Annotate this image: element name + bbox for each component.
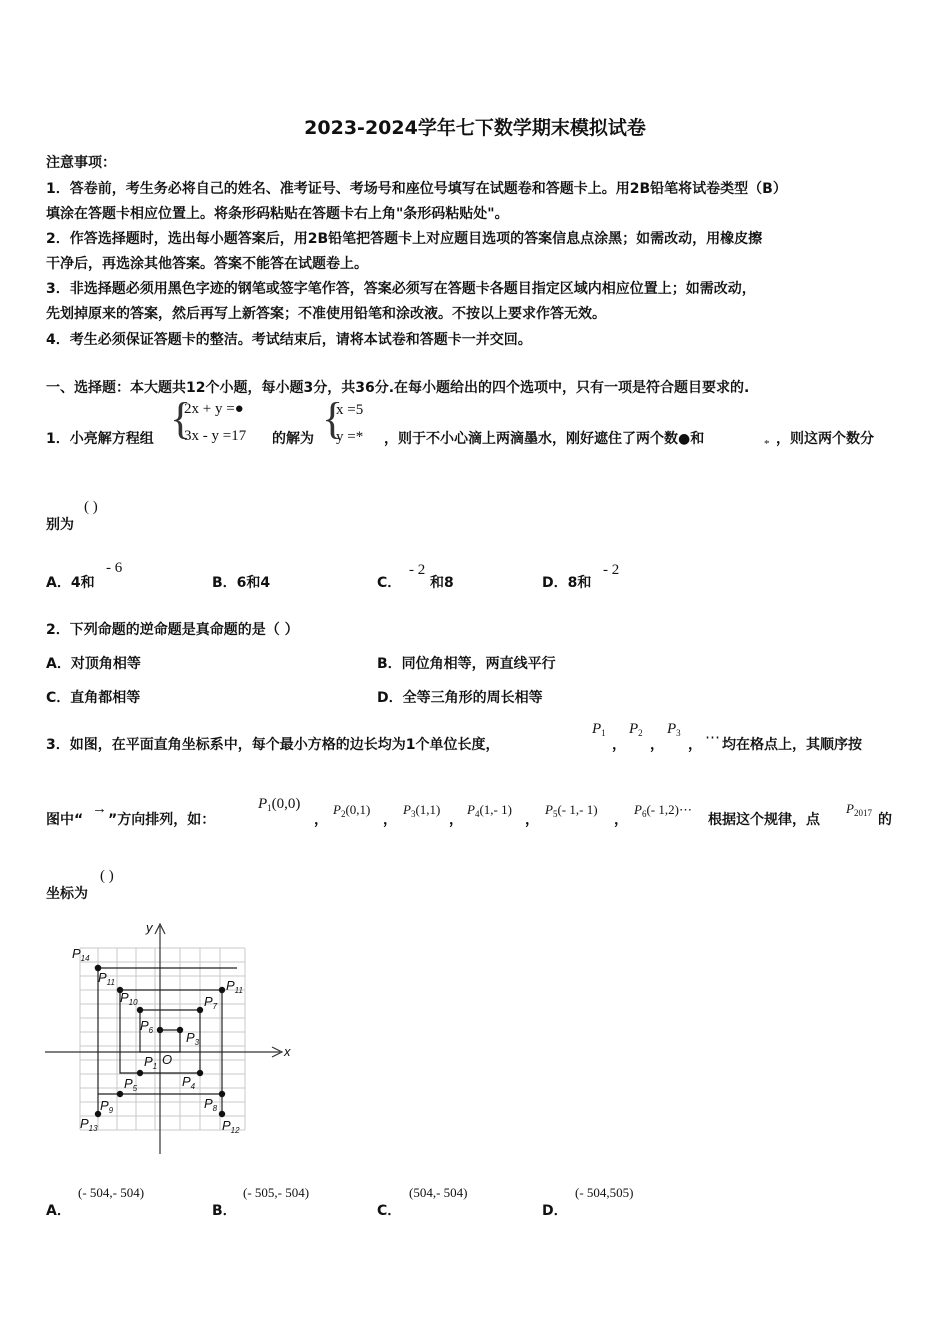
svg-text:P5: $P_5$ [124,1076,138,1093]
svg-text:P13: $P_{13}$ [80,1116,98,1133]
q1-eq2: 3x - y =17 [184,428,247,444]
notes-line: 干净后，再选涂其他答案。答案不能答在试题卷上。 [46,256,368,272]
svg-text:P6: $P_6$ [140,1018,154,1035]
q3-point: $P_1(0,0)$ [258,796,301,813]
notes-line: 先划掉原来的答案，然后再写上新答案；不准使用铅笔和涂改液。不按以上要求作答无效。 [46,306,606,322]
svg-text:P10: $P_{10}$ [120,990,138,1007]
q1-option-c-math: - 2 [409,562,426,578]
q3-p1: $P_1$ [592,721,606,738]
q3-option-c[interactable]: C． [377,1203,402,1219]
q1-suffix2: ，则这两个数分 [776,431,874,447]
svg-text:P12: $P_{12}$ [222,1118,240,1135]
q3-line3: 坐标为 [46,886,88,902]
q3-option-d[interactable]: D． [542,1203,568,1219]
q1-option-c[interactable]: C． [377,575,402,591]
q3-stem2b: ”方向排列，如： [108,812,216,828]
svg-text:P9: $P_9$ [100,1098,114,1115]
q3-option-b[interactable]: B． [212,1203,237,1219]
q3-stem1: 3．如图，在平面直角坐标系中，每个最小方格的边长均为1个单位长度， [46,737,500,753]
notes-line: 2．作答选择题时，选出每小题答案后，用2B铅笔把答题卡上对应题目选项的答案信息点涂黑；如需改动，用橡皮擦 [46,231,763,247]
svg-text:y: y [146,920,153,935]
q2-option-d[interactable]: D．全等三角形的周长相等 [377,690,543,706]
q3-point: $P_5(-$ 1,- 1) [545,802,598,819]
svg-text:x: x [284,1044,291,1059]
answer-paren: ( ) [100,868,114,884]
q1-prefix: 1．小亮解方程组 [46,431,154,447]
notes-heading: 注意事项： [46,155,116,171]
q1-option-c-after: 和8 [430,575,454,591]
q3-option-b-math: (- 505,- 504) [243,1185,310,1200]
q1-mid: 的解为 [272,431,314,447]
q2-option-c[interactable]: C．直角都相等 [46,690,141,706]
notes-line: 1．答卷前，考生务必将自己的姓名、准考证号、考场号和座位号填写在试题卷和答题卡上。用2B铅笔将试卷类型（B） [46,181,787,197]
q3-point: $P_6(-$ 1,2)⋯ [634,802,692,819]
q1-star: * [764,438,770,450]
q3-p2017: $P_{2017}$ [846,801,872,818]
q1-eq1: 2x + y =● [184,401,244,417]
q2-option-a[interactable]: A．对顶角相等 [46,656,141,672]
q1-option-d-math: - 2 [603,562,620,578]
notes-line: 填涂在答题卡相应位置上。将条形码粘贴在答题卡右上角"条形码粘贴处"。 [46,206,509,222]
q1-option-a-math: - 6 [106,560,123,576]
arrow-icon: → [92,801,107,817]
svg-text:P4: $P_4$ [182,1074,196,1091]
svg-text:P11: $P_{11}$ [98,970,115,987]
q1-line2: 别为 [46,517,74,533]
coordinate-figure [40,918,300,1158]
svg-text:P1: $P_1$ [144,1054,158,1071]
q3-option-d-math: (- 504,505) [575,1185,634,1200]
page-title: 2023-2024学年七下数学期末模拟试卷 [304,117,646,139]
section-heading: 一、选择题：本大题共12个小题，每小题3分，共36分.在每小题给出的四个选项中，只有一项是符合题目要求的. [46,380,750,396]
svg-text:P8: $P_8$ [204,1096,218,1113]
q1-option-b[interactable]: B．6和4 [212,575,271,591]
brace-icon: { [170,394,192,443]
notes-line: 4．考生必须保证答题卡的整洁。考试结束后，请将本试卷和答题卡一并交回。 [46,332,532,348]
q3-option-c-math: (504,- 504) [409,1185,468,1200]
q3-p2: $P_2$ [629,721,643,738]
q3-stem2a: 图中“ [46,812,84,828]
svg-text:O: O [162,1052,173,1067]
q1-sol1: x =5 [336,402,364,418]
q1-option-a[interactable]: A．4和 [46,575,95,591]
q3-option-a-math: (- 504,- 504) [78,1185,145,1200]
svg-text:P11: $P_{11}$ [226,978,243,995]
q3-point: $P_4(1,-$ 1) [467,802,512,819]
brace-icon: { [322,394,344,443]
q3-stem2c: 根据这个规律，点 [708,812,820,828]
q2-option-b[interactable]: B．同位角相等，两直线平行 [377,656,556,672]
answer-paren: ( ) [84,499,98,515]
q3-point: $P_3(1,1)$ [403,802,441,819]
q1-suffix: ，则于不小心滴上两滴墨水，刚好遮住了两个数●和 [384,431,705,447]
q3-stem2d: 的 [878,812,892,828]
svg-text:P14: $P_{14}$ [72,946,90,963]
q3-option-a[interactable]: A． [46,1203,71,1219]
q1-option-d[interactable]: D．8和 [542,575,592,591]
q3-p3: $P_3$ [667,721,681,738]
q3-stem1b: 均在格点上，其顺序按 [722,737,862,753]
q3-point: $P_2(0,1)$ [333,802,371,819]
svg-text:P7: $P_7$ [204,994,218,1011]
notes-line: 3．非选择题必须用黑色字迹的钢笔或签字笔作答，答案必须写在答题卡各题目指定区域内相应位置上；如需改动， [46,281,756,297]
q3-dots: ⋯ [705,730,720,746]
q2-stem: 2．下列命题的逆命题是真命题的是（ ） [46,622,299,638]
q1-sol2: y =* [336,429,364,445]
svg-text:P3: $P_3$ [186,1030,200,1047]
